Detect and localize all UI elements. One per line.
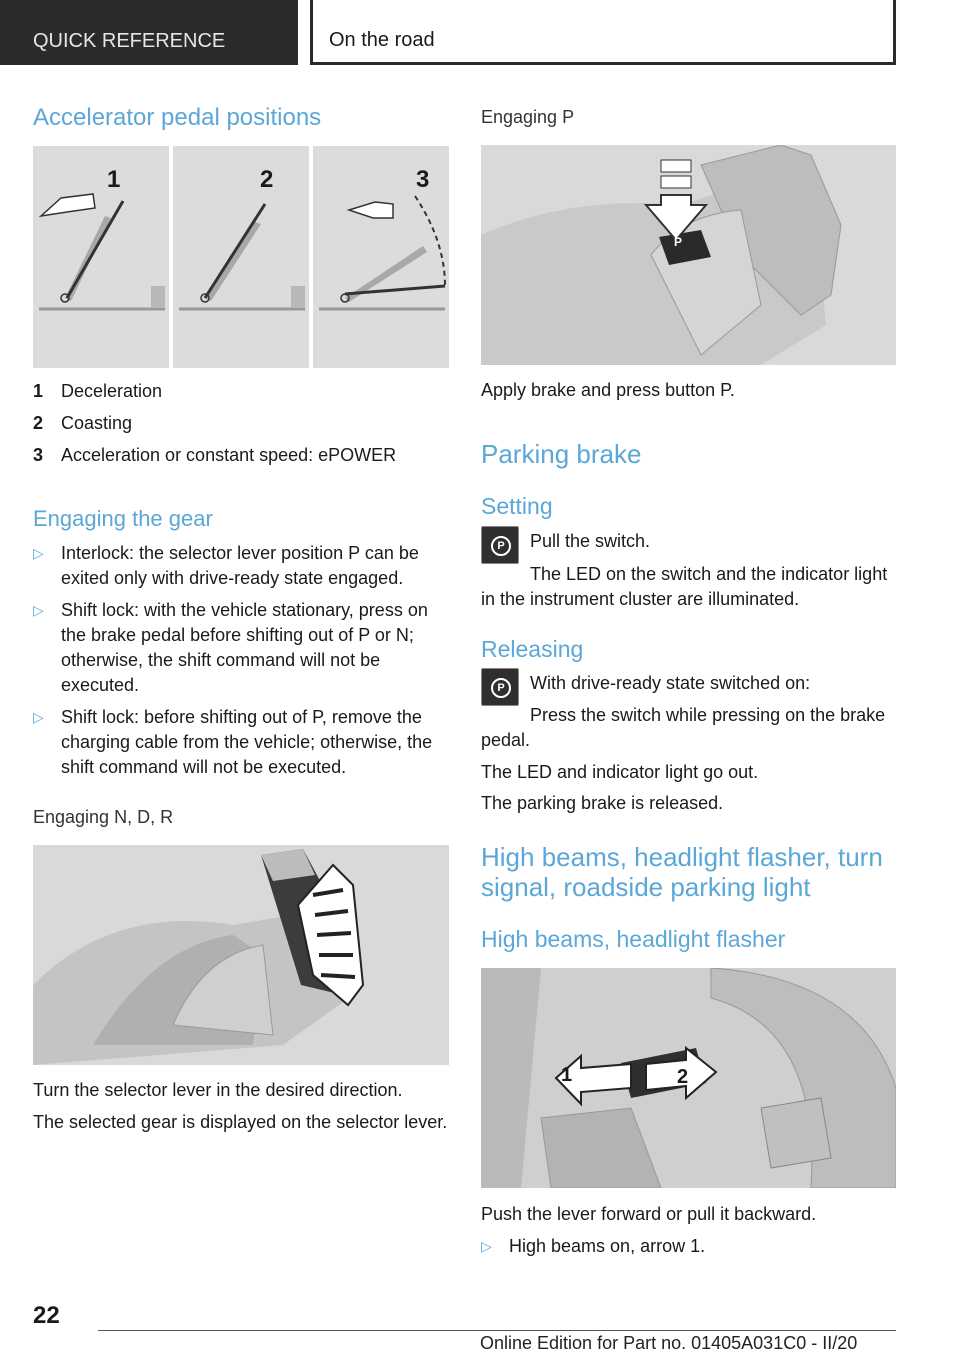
chapter-tab [310,0,896,65]
arrow-label-2: 2 [677,1066,689,1088]
bullet-item: ▷ Interlock: the selector lever position P can be exited only with drive-ready state engaged. [33,543,419,588]
bullet-item: ▷ High beams on, arrow 1. [481,1234,896,1259]
edition-text: Online Edition for Part no. 01405A031C0 - II/20 [480,1333,858,1353]
bullet-triangle-icon: ▷ [481,1238,492,1254]
page-number: 22 [33,1302,60,1329]
chapter-title: On the road [329,29,435,51]
section-tab [0,0,298,65]
releasing-line-4: The parking brake is released. [481,793,724,813]
setting-line-2: The LED on the switch and the indicator light in the instrument cluster are illuminated. [481,564,888,609]
ndr-text-2: The selected gear is displayed on the selector lever. [33,1112,448,1132]
bullet-item: ▷ Shift lock: with the vehicle stationary, press on the brake pedal before shifting out of P or N; otherwise, the shift command will not be executed. [33,600,428,695]
arrow-label-1: 1 [561,1064,573,1086]
legend-item: 3 Acceleration or constant speed: ePOWER [33,445,397,465]
bullet-triangle-icon: ▷ [33,545,44,561]
legend-item: 1 Deceleration [33,381,163,401]
fig-label-2: 2 [260,166,274,193]
setting-heading: Setting [481,493,553,519]
gear-heading: Engaging the gear [33,506,213,531]
bullet-triangle-icon: ▷ [33,709,44,725]
parking-brake-icon: P [481,526,519,564]
parking-brake-icon: P [481,668,519,706]
high-beams-flasher-heading: High beams, headlight flasher [481,926,786,952]
releasing-line-2: Press the switch while pressing on the brake pedal. [481,705,886,750]
p-button-figure [481,145,896,365]
ndr-text-1: Turn the selector lever in the desired direction. [33,1080,403,1100]
bullet-triangle-icon: ▷ [33,602,44,618]
parking-brake-heading: Parking brake [481,439,642,469]
engaging-p-heading: Engaging P [481,107,575,127]
accel-heading: Accelerator pedal positions [33,104,322,131]
section-title: QUICK REFERENCE [33,30,226,52]
setting-line-1: Pull the switch. [530,531,651,551]
fig-label-3: 3 [416,166,430,193]
fig-label-1: 1 [107,166,121,193]
releasing-heading: Releasing [481,636,584,662]
turn-signal-lever-figure [481,968,896,1188]
bullet-item: ▷ Shift lock: before shifting out of P, remove the charging cable from the vehicle; otherwise, the shift command will not be executed. [33,707,433,777]
selector-lever-figure [33,845,449,1065]
releasing-line-1: With drive-ready state switched on: [530,673,811,693]
legend-item: 2 Coasting [33,413,133,433]
engp-text: Apply brake and press button P. [481,380,735,400]
footer-divider [98,1330,896,1331]
high-beams-heading: High beams, headlight flasher, turn signal, roadside parking light [481,842,883,902]
accelerator-pedal-figure [33,146,449,368]
p-button-label: P [674,235,683,249]
hbf-text: Push the lever forward or pull it backward. [481,1204,817,1224]
ndr-heading: Engaging N, D, R [33,807,174,827]
releasing-line-3: The LED and indicator light go out. [481,762,759,782]
